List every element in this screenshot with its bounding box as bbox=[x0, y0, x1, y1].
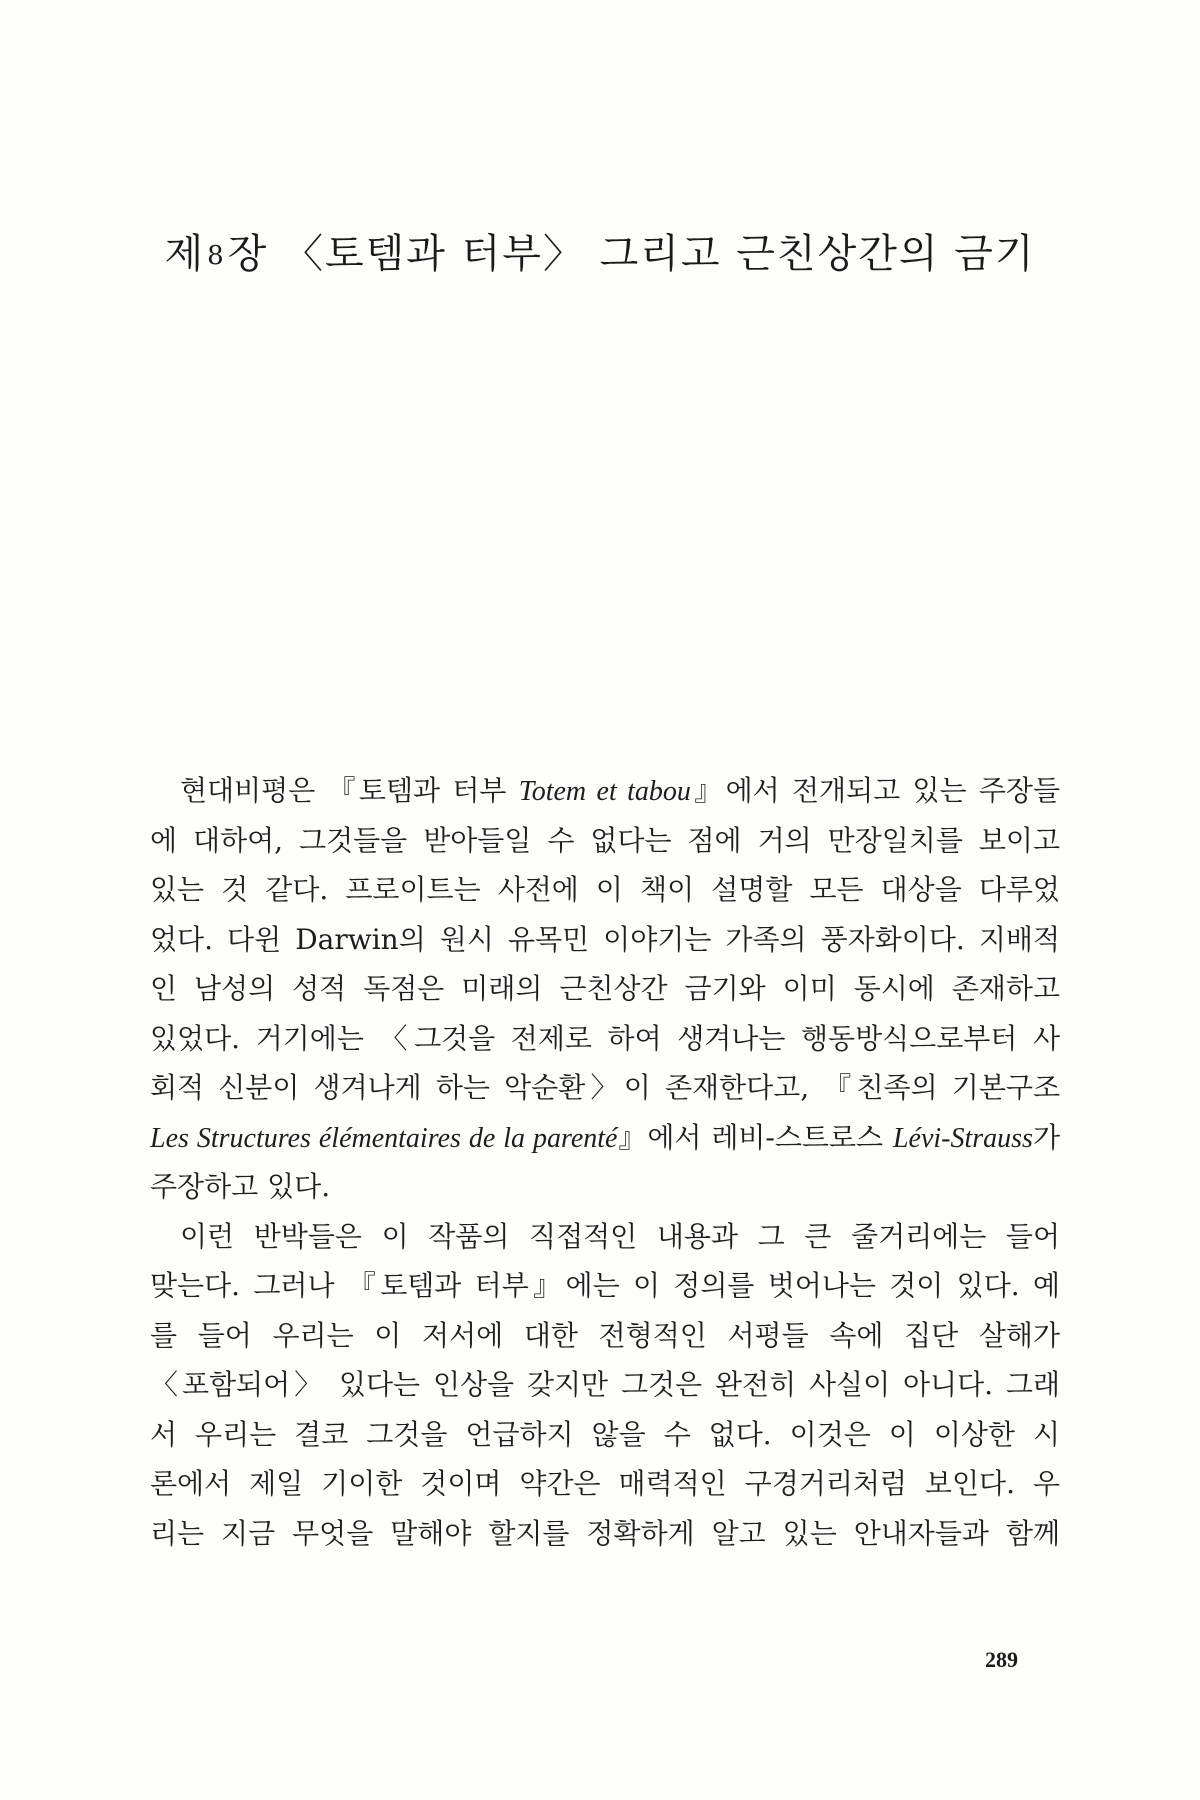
body-text bbox=[150, 766, 1060, 1558]
text-line bbox=[150, 1410, 1060, 1460]
text-run: 인 남성의 성적 독점은 미래의 근친상간 금기와 이미 동시에 존재하고 bbox=[150, 972, 1060, 1005]
text-run: 론에서 제일 기이한 것이며 약간은 매력적인 구경거리처럼 보인다. 우 bbox=[150, 1467, 1060, 1500]
text-line bbox=[150, 1509, 1060, 1559]
text-run: 가 bbox=[1032, 1120, 1060, 1154]
text-line bbox=[150, 964, 1060, 1014]
text-line bbox=[150, 1212, 1060, 1262]
text-line bbox=[150, 915, 1060, 965]
text-run: 』에서 레비-스트로스 bbox=[617, 1120, 893, 1154]
text-run: 에 대하여, 그것들을 받아들일 수 없다는 점에 거의 만장일치를 보이고 bbox=[150, 823, 1060, 857]
italic-term: Les Structures élémentaires de la parenté bbox=[150, 1122, 618, 1154]
text-run: 이런 반박들은 이 작품의 직접적인 내용과 그 큰 줄거리에는 들어 bbox=[180, 1219, 1060, 1253]
text-line bbox=[150, 1162, 1060, 1212]
italic-term: Totem et tabou bbox=[518, 776, 691, 807]
text-run: 주장하고 있다. bbox=[150, 1170, 331, 1203]
text-line bbox=[150, 1360, 1060, 1410]
text-run: 있는 것 같다. 프로이트는 사전에 이 책이 설명할 모든 대상을 다루었 bbox=[150, 873, 1060, 906]
text-run: 〈포함되어〉 있다는 인상을 갖지만 그것은 완전히 사실이 아니다. 그래 bbox=[150, 1368, 1060, 1401]
text-run: 회적 신분이 생겨나게 하는 악순환〉이 존재한다고, 『친족의 기본구조 bbox=[150, 1071, 1060, 1104]
text-line bbox=[150, 1063, 1060, 1113]
text-line bbox=[150, 1113, 1060, 1163]
text-run: 현대비평은 『토템과 터부 bbox=[180, 774, 519, 807]
chapter-number: 8 bbox=[207, 241, 226, 271]
text-line bbox=[150, 865, 1060, 915]
text-run: 있었다. 거기에는 〈그것을 전제로 하여 생겨나는 행동방식으로부터 사 bbox=[150, 1021, 1060, 1055]
text-line bbox=[150, 1014, 1060, 1064]
italic-term: Lévi-Strauss bbox=[892, 1122, 1033, 1154]
text-line bbox=[150, 766, 1060, 816]
text-run: 리는 지금 무엇을 말해야 할지를 정확하게 알고 있는 안내자들과 함께 bbox=[150, 1516, 1060, 1550]
text-line bbox=[150, 816, 1060, 866]
text-line bbox=[150, 1261, 1060, 1311]
text-run: 서 우리는 결코 그것을 언급하지 않을 수 없다. 이것은 이 이상한 시 bbox=[150, 1417, 1060, 1451]
page-number: 289 bbox=[985, 1647, 1018, 1672]
text-line bbox=[150, 1459, 1060, 1509]
text-line bbox=[150, 1311, 1060, 1361]
chapter-prefix: 제 bbox=[164, 231, 206, 277]
chapter-title bbox=[0, 228, 1200, 282]
chapter-title-text: 장 〈토템과 터부〉 그리고 근친상간의 금기 bbox=[227, 231, 1036, 277]
text-run: 었다. 다윈 Darwin의 원시 유목민 이야기는 가족의 풍자화이다. 지배적 bbox=[150, 922, 1060, 956]
text-run: 맞는다. 그러나 『토템과 터부』에는 이 정의를 벗어나는 것이 있다. 예 bbox=[150, 1269, 1060, 1302]
text-run: 를 들어 우리는 이 저서에 대한 전형적인 서평들 속에 집단 살해가 bbox=[150, 1318, 1060, 1352]
text-run: 』에서 전개되고 있는 주장들 bbox=[690, 774, 1060, 807]
